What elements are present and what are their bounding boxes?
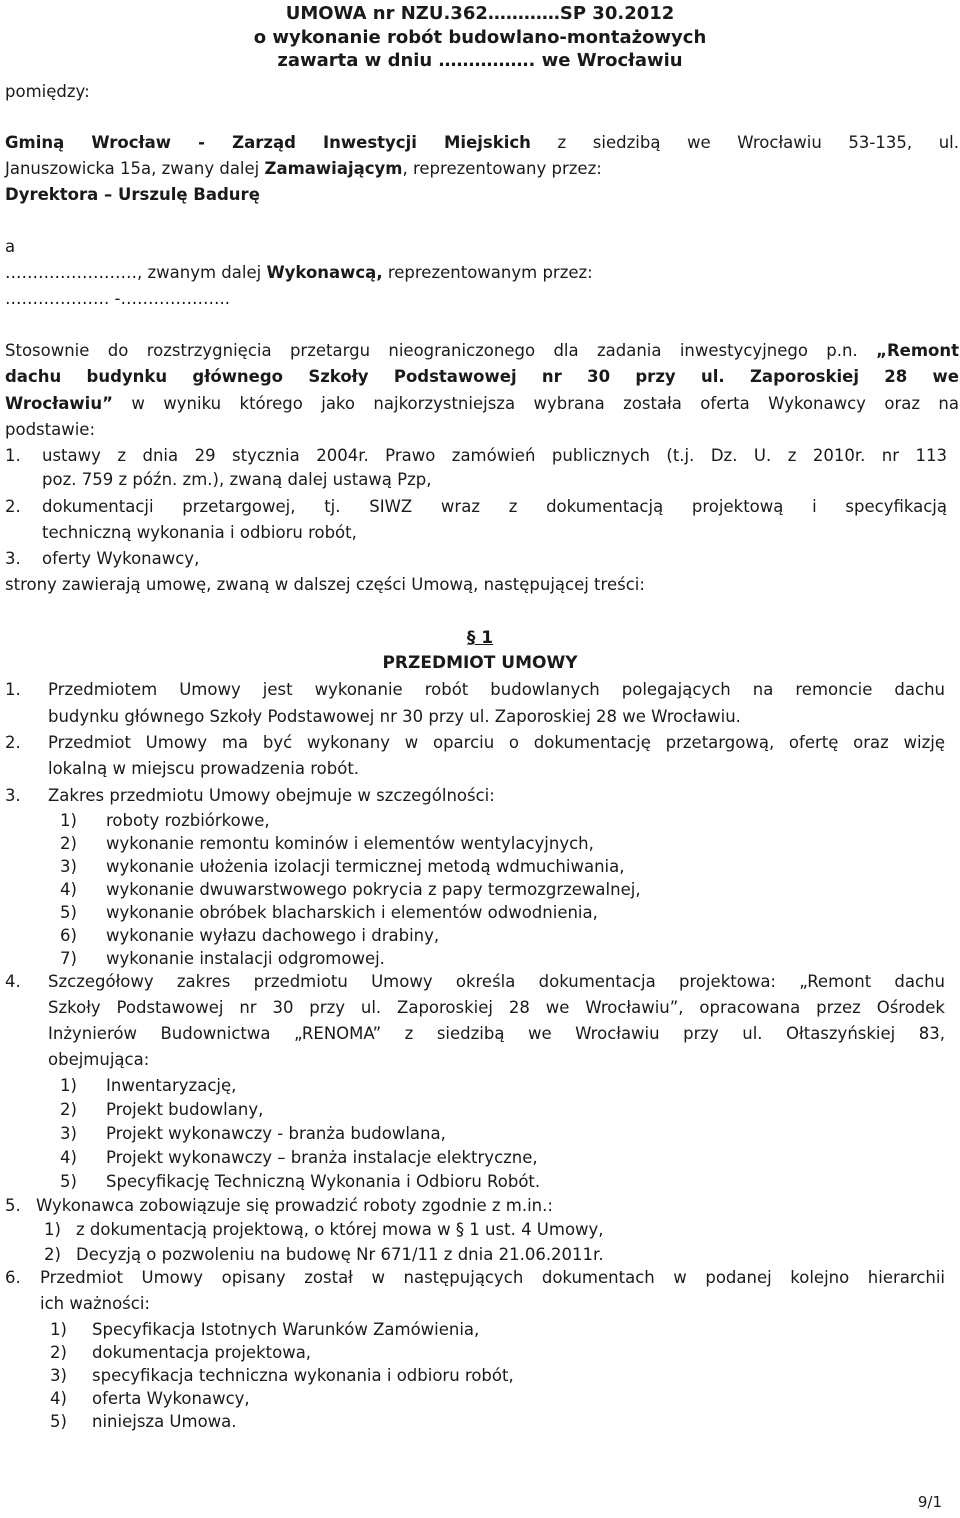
- s1-p5-num: 5.: [5, 1196, 21, 1215]
- contract-date-place: zawarta w dniu ……………. we Wrocławiu: [277, 50, 683, 71]
- task-name-start: „Remont: [876, 341, 959, 360]
- contractor-line: [5, 261, 593, 284]
- s1-p3-line-1: Zakres przedmiotu Umowy obejmuje w szczególności:: [48, 786, 495, 805]
- s1-p4-line-3: Inżynierów Budownictwa „RENOMA” z siedzibą we Wrocławiu przy ul. Ołtaszyńskiej 83,: [48, 1024, 945, 1043]
- doc-item: Projekt budowlany,: [106, 1100, 264, 1119]
- contract-title: UMOWA nr NZU.362…………SP 30.2012: [285, 3, 675, 24]
- s1-p1-num: 1.: [5, 680, 21, 699]
- gmina-seat: z siedzibą we Wrocławiu 53-135, ul.: [557, 133, 960, 152]
- scope-item: wykonanie obróbek blacharskich i elementów odwodnienia,: [106, 903, 598, 922]
- scope-item-num: 6): [60, 926, 77, 945]
- hierarchy-item-num: 3): [50, 1366, 67, 1385]
- s1-p6-num: 6.: [5, 1268, 21, 1287]
- scope-item: wykonanie wyłazu dachowego i drabiny,: [106, 926, 440, 945]
- basis-ref-num: 2): [44, 1245, 61, 1264]
- gmina-representative: Dyrektora – Urszulę Badurę: [5, 185, 260, 204]
- basis-item-1-line-1: ustawy z dnia 29 stycznia 2004r. Prawo zamówień publicznych (t.j. Dz. U. z 2010r. nr 113: [42, 446, 947, 465]
- s1-p4-num: 4.: [5, 972, 21, 991]
- scope-item-num: 5): [60, 903, 77, 922]
- page-number: 9/1: [917, 1493, 942, 1511]
- intro-line-1: [5, 339, 959, 362]
- gmina-address: Januszowicka 15a, zwany dalej: [5, 159, 265, 178]
- basis-item-3-line-1: oferty Wykonawcy,: [42, 549, 200, 568]
- basis-item-2-line-2: techniczną wykonania i odbioru robót,: [42, 523, 357, 542]
- hierarchy-item: oferta Wykonawcy,: [92, 1389, 250, 1408]
- paragraph-mark: § 1: [466, 628, 494, 648]
- zamawiajacy-term: Zamawiającym: [264, 159, 403, 178]
- scope-item: roboty rozbiórkowe,: [106, 811, 270, 830]
- gmina-line-1: [5, 131, 959, 154]
- s1-p4-line-4: obejmująca:: [48, 1050, 150, 1069]
- s1-p2-line-1: Przedmiot Umowy ma być wykonany w oparciu o dokumentację przetargową, ofertę oraz wizję: [48, 733, 945, 752]
- doc-item: Inwentaryzację,: [106, 1076, 237, 1095]
- basis-item-1-num: 1.: [5, 446, 21, 465]
- doc-item: Projekt wykonawczy – branża instalacje elektryczne,: [106, 1148, 538, 1167]
- intro-closing: strony zawierają umowę, zwaną w dalszej części Umową, następującej treści:: [5, 575, 645, 594]
- hierarchy-item: dokumentacja projektowa,: [92, 1343, 312, 1362]
- s1-p2-line-2: lokalną w miejscu prowadzenia robót.: [48, 759, 360, 778]
- intro-text-1: Stosownie do rozstrzygnięcia przetargu nieograniczonego dla zadania inwestycyjnego p.n.: [5, 341, 877, 360]
- hierarchy-item-num: 5): [50, 1412, 67, 1431]
- doc-item-num: 2): [60, 1100, 77, 1119]
- s1-p4-line-2: Szkoły Podstawowej nr 30 przy ul. Zaporoskiej 28 we Wrocławiu”, opracowana przez Ośrodek: [48, 998, 945, 1017]
- contract-subject: o wykonanie robót budowlano-montażowych: [253, 26, 707, 48]
- basis-item-1-line-2: poz. 759 z późn. zm.), zwaną dalej ustawą Pzp,: [42, 470, 432, 489]
- basis-item-3-num: 3.: [5, 549, 21, 568]
- hierarchy-item-num: 4): [50, 1389, 67, 1408]
- doc-item: Specyfikację Techniczną Wykonania i Odbioru Robót.: [106, 1172, 541, 1191]
- task-name-mid: dachu budynku głównego Szkoły Podstawowej nr 30 przy ul.: [5, 367, 725, 386]
- task-name-mid-2: Zaporoskiej 28 we: [749, 367, 959, 386]
- basis-item-2-line-1: dokumentacji przetargowej, tj. SIWZ wraz z dokumentacją projektową i specyfikacją: [42, 497, 947, 516]
- s1-p6-line-2: ich ważności:: [40, 1294, 150, 1313]
- s1-p5-line-1: Wykonawca zobowiązuje się prowadzić roboty zgodnie z m.in.:: [36, 1196, 553, 1215]
- contractor-represented: reprezentowanym przez:: [382, 263, 593, 282]
- basis-item-2-num: 2.: [5, 497, 21, 516]
- intro-basis-label: podstawie:: [5, 420, 96, 439]
- contract-header: [0, 2, 960, 73]
- scope-item-num: 3): [60, 857, 77, 876]
- gmina-represented: , reprezentowany przez:: [402, 159, 602, 178]
- hierarchy-item-num: 1): [50, 1320, 67, 1339]
- scope-item: wykonanie dwuwarstwowego pokrycia z papy termozgrzewalnej,: [106, 880, 641, 899]
- wykonawca-term: Wykonawcą,: [266, 263, 383, 282]
- scope-item-num: 2): [60, 834, 77, 853]
- section-1-title: PRZEDMIOT UMOWY: [382, 653, 578, 673]
- intro-line-2: [5, 365, 959, 388]
- hierarchy-item-num: 2): [50, 1343, 67, 1362]
- doc-item-num: 3): [60, 1124, 77, 1143]
- hierarchy-item: niniejsza Umowa.: [92, 1412, 237, 1431]
- s1-p1-line-2: budynku głównego Szkoły Podstawowej nr 30 przy ul. Zaporoskiej 28 we Wrocławiu.: [48, 707, 741, 726]
- doc-item-num: 4): [60, 1148, 77, 1167]
- scope-item-num: 1): [60, 811, 77, 830]
- contractor-name-blank: ……………………, zwanym dalej: [5, 263, 267, 282]
- basis-ref: z dokumentacją projektową, o której mowa w § 1 ust. 4 Umowy,: [76, 1220, 604, 1239]
- hierarchy-item: specyfikacja techniczna wykonania i odbioru robót,: [92, 1366, 514, 1385]
- gmina-name: Gminą Wrocław - Zarząd Inwestycji Miejskich: [5, 133, 531, 152]
- scope-item: wykonanie ułożenia izolacji termicznej metodą wdmuchiwania,: [106, 857, 625, 876]
- hierarchy-item: Specyfikacja Istotnych Warunków Zamówienia,: [92, 1320, 480, 1339]
- doc-item-num: 5): [60, 1172, 77, 1191]
- scope-item-num: 4): [60, 880, 77, 899]
- scope-item: wykonanie remontu kominów i elementów wentylacyjnych,: [106, 834, 594, 853]
- basis-ref: Decyzją o pozwoleniu na budowę Nr 671/11 z dnia 21.06.2011r.: [76, 1245, 604, 1264]
- and-label: a: [5, 237, 16, 256]
- doc-item: Projekt wykonawczy - branża budowlana,: [106, 1124, 446, 1143]
- s1-p2-num: 2.: [5, 733, 21, 752]
- between-label: pomiędzy:: [5, 82, 90, 101]
- intro-text-3: w wyniku którego jako najkorzystniejsza wybrana została oferta Wykonawcy oraz na: [112, 394, 959, 413]
- s1-p3-num: 3.: [5, 786, 21, 805]
- intro-line-3: [5, 392, 959, 415]
- scope-item: wykonanie instalacji odgromowej.: [106, 949, 385, 968]
- contractor-representative-blank: ………………. -………………..: [5, 289, 230, 308]
- s1-p6-line-1: Przedmiot Umowy opisany został w następujących dokumentach w podanej kolejno hierarchii: [40, 1268, 945, 1287]
- task-name-end: Wrocławiu”: [5, 394, 113, 413]
- s1-p1-line-1: Przedmiotem Umowy jest wykonanie robót budowlanych polegających na remoncie dachu: [48, 680, 945, 699]
- doc-item-num: 1): [60, 1076, 77, 1095]
- basis-ref-num: 1): [44, 1220, 61, 1239]
- scope-item-num: 7): [60, 949, 77, 968]
- gmina-line-2: [5, 157, 602, 180]
- section-1-sign: [0, 627, 960, 650]
- s1-p4-line-1: Szczegółowy zakres przedmiotu Umowy określa dokumentacja projektowa: „Remont dachu: [48, 972, 945, 991]
